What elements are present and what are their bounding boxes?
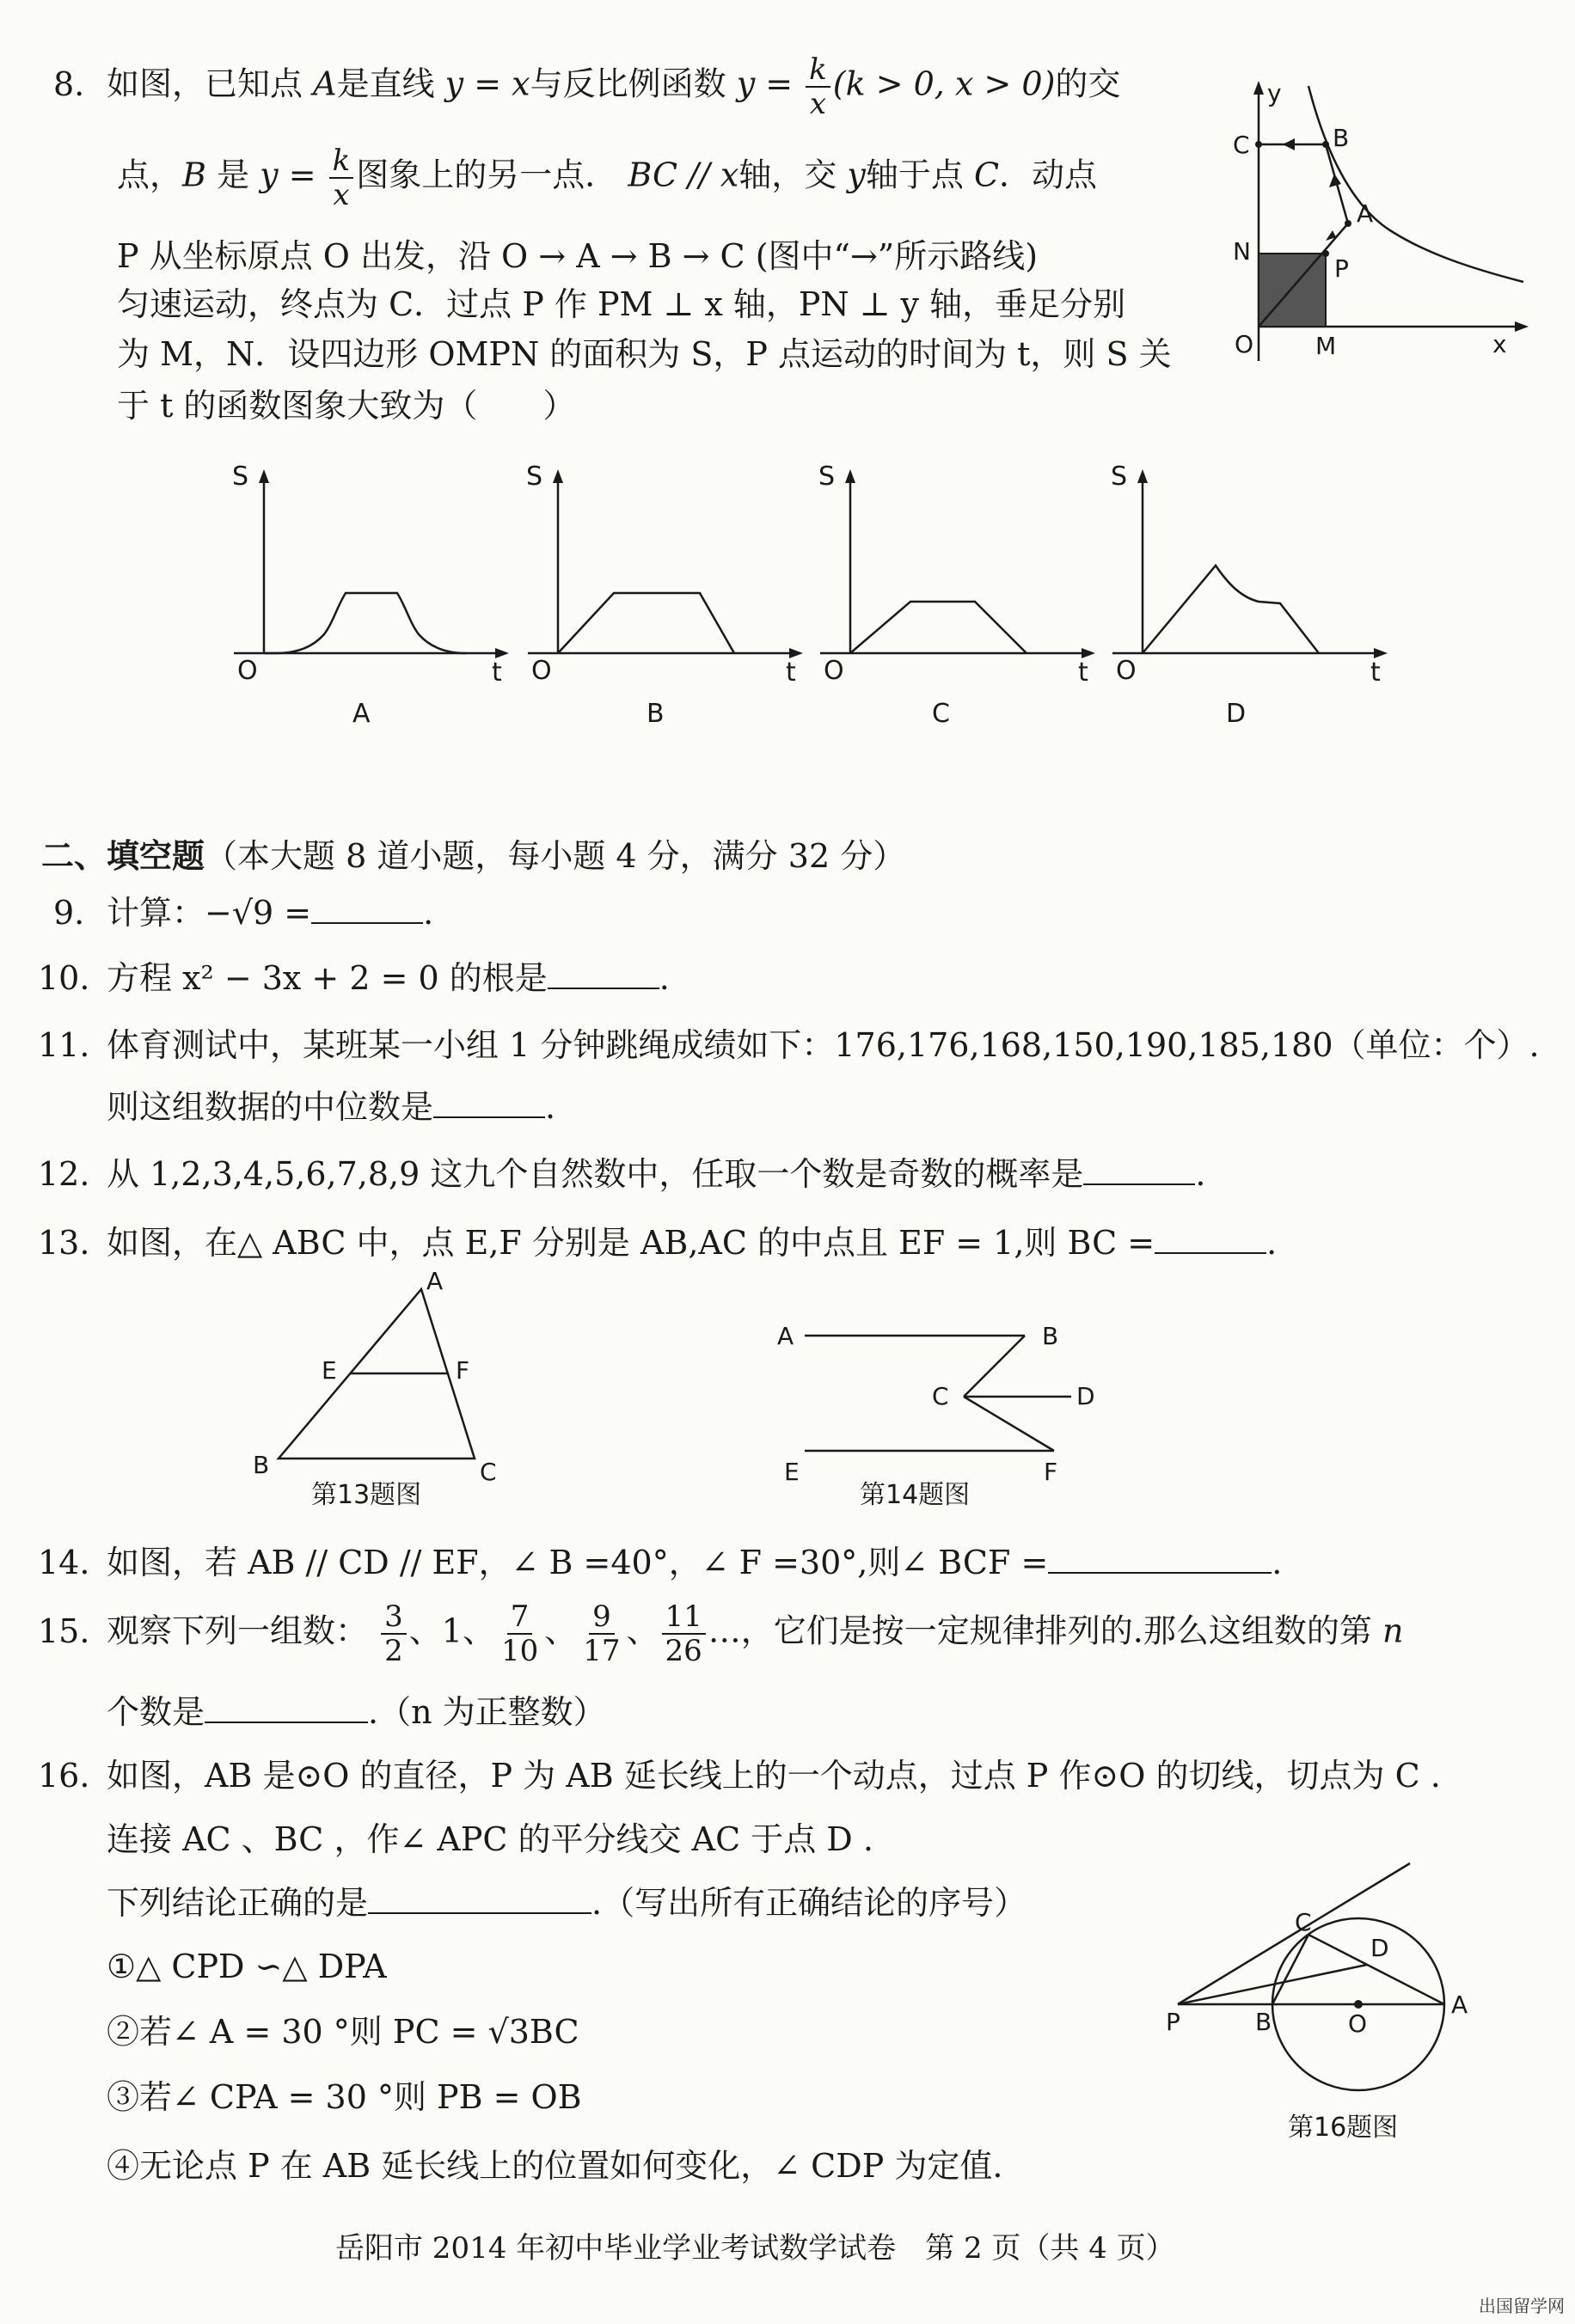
fraction-11-26: $\frac{11}{26}$ [662,1600,706,1667]
q14: 14. 如图，若 AB // CD // EF，∠ B =40°，∠ F =30°,则∠ BCF = . [38,1540,1282,1585]
label-B: B [1333,124,1350,152]
q16-line3: 下列结论正确的是 .（写出所有正确结论的序号） [107,1881,1027,1925]
question-number: 10. [38,959,90,997]
graph-polyline [850,602,1027,653]
option-graph-A [225,464,518,731]
label-A: A [1357,199,1374,228]
label-O: O [1348,2009,1368,2038]
label-P: P [1334,254,1349,283]
q13: 13. 如图，在△ ABC 中，点 E,F 分别是 AB,AC 的中点且 EF = 1,则 BC = . [38,1220,1277,1265]
q8-line4: 匀速运动，终点为 C．过点 P 作 PM ⊥ x 轴，PN ⊥ y 轴，垂足分别 [117,285,1126,323]
label-S: S [1111,462,1128,492]
figure-13-caption: 第13题图 [311,1480,422,1510]
label-t: t [786,657,796,688]
label-x: x [1492,330,1507,358]
answer-blank[interactable] [548,957,659,989]
label-t: t [492,657,502,688]
center-O [1354,2000,1363,2009]
figure-16-caption: 第16题图 [1288,2113,1399,2143]
answer-blank[interactable] [205,1691,368,1723]
x-axis-arrow [1515,321,1529,332]
answer-blank[interactable] [1155,1221,1266,1254]
fraction-9-17: $\frac{9}{17}$ [583,1599,621,1668]
label-t: t [1078,657,1088,688]
graph-polyline [558,593,734,653]
label-S: S [526,462,543,492]
q15-line1: 15. 观察下列一组数： $\frac{3}{2}$ 、1、 $\frac{7}{10}$ 、 $\frac{9}{17}$ 、 $\frac{11}{26}$ …，它们是按一定规律排列的.那么这组数的第 n [38,1599,1404,1668]
q11-line2: 则这组数据的中位数是 . [107,1085,555,1129]
answer-blank[interactable] [1083,1153,1195,1185]
label-B: B [1042,1322,1059,1350]
label-O: O [1235,330,1254,358]
label-S: S [232,462,249,492]
y-axis-arrow [1253,81,1264,95]
arrow-s [1137,469,1148,483]
q8-line3: P 从坐标原点 O 出发，沿 O → A → B → C (图中“→”所示路线) [117,237,1039,275]
q16-option-2: ②若∠ A = 30 °则 PC = √3BC [107,2013,579,2051]
q12: 12. 从 1,2,3,4,5,6,7,8,9 这九个自然数中，任取一个数是奇数的概率是 . [38,1152,1205,1196]
q8-figure [1221,77,1539,370]
label-y: y [1267,79,1282,107]
answer-blank[interactable] [1048,1541,1272,1574]
figure-16 [1166,1846,1510,2130]
label-E: E [322,1356,337,1385]
section-desc: （本大题 8 道小题，每小题 4 分，满分 32 分） [205,837,906,875]
q16-line2: 连接 AC 、BC ，作∠ APC 的平分线交 AC 于点 D . [107,1820,873,1858]
label-S: S [818,462,836,492]
answer-blank[interactable] [311,891,423,924]
question-number: 15. [38,1612,90,1650]
question-number: 16. [38,1757,90,1795]
label-A: A [426,1267,444,1295]
watermark-logo: 出国留学网 [1479,2296,1565,2316]
q16-option-1: ①△ CPD ∽△ DPA [107,1948,387,1985]
q15-line2: 个数是 .（n 为正整数） [107,1690,606,1734]
label-P: P [1166,2008,1180,2036]
label-C: C [480,1458,497,1486]
figure-14-caption: 第14题图 [860,1480,971,1510]
q8-line6: 于 t 的函数图象大致为（ ） [117,387,576,425]
arrow-s [553,469,563,483]
graph-curve [1143,566,1319,653]
fraction-3-2: $\frac{3}{2}$ [381,1600,407,1667]
q16-option-4: ④无论点 P 在 AB 延长线上的位置如何变化，∠ CDP 为定值. [107,2147,1003,2185]
section-title: 二、填空题 [41,836,205,875]
fraction-7-10: $\frac{7}{10}$ [500,1599,539,1668]
arrow-s [845,469,855,483]
point-A [1345,220,1351,227]
graph-curve [264,593,466,653]
label-C: C [1295,1908,1312,1936]
label-B: B [253,1451,270,1479]
point-B [1322,141,1329,148]
option-graph-B [519,464,812,731]
label-C: C [1233,131,1250,159]
q16-line1: 16. 如图，AB 是⊙O 的直径，P 为 AB 延长线上的一个动点，过点 P 作⊙O 的切线，切点为 C . [38,1753,1441,1798]
option-letter: B [647,699,665,729]
label-O: O [1116,656,1137,686]
line-BC [964,1336,1025,1397]
question-number: 12. [38,1155,90,1193]
label-A: A [777,1322,794,1350]
option-letter: C [932,699,950,729]
label-D: D [1370,1934,1389,1962]
question-number: 9. [53,894,85,932]
question-number: 13. [38,1224,90,1262]
label-C: C [932,1382,949,1410]
arrow-on-AB [1329,174,1341,187]
q8-line2: 点，B 是 y = $\frac{k}{x}$ 图象上的另一点． BC // x轴，交 y轴于点 C．动点 [117,144,1098,212]
option-letter: A [352,699,371,729]
arrow-on-BC [1283,138,1295,150]
q9: 9. 计算：−√9 = . [53,890,433,935]
q11-line1: 11. 体育测试中，某班某一小组 1 分钟跳绳成绩如下：176,176,168,150,190,185,180（单位：个）. [38,1023,1540,1067]
q16-option-3: ③若∠ CPA = 30 °则 PB = OB [107,2078,582,2116]
label-O: O [824,656,844,686]
label-F: F [456,1356,470,1385]
q10: 10. 方程 x² − 3x + 2 = 0 的根是 . [38,956,670,1000]
label-t: t [1370,657,1381,688]
label-B: B [1255,2008,1272,2036]
q8-line5: 为 M，N．设四边形 OMPN 的面积为 S，P 点运动的时间为 t，则 S 关 [117,335,1172,373]
label-A: A [1451,1991,1468,2019]
point-C [1255,141,1262,148]
label-D: D [1076,1382,1095,1410]
answer-blank[interactable] [368,1881,591,1914]
question-number: 8. [53,64,85,103]
line-CF [964,1397,1054,1451]
fraction-k-over-x-2: $\frac{k}{x}$ [329,144,354,211]
answer-blank[interactable] [433,1086,545,1118]
question-number: 11. [38,1026,90,1064]
fraction-k-over-x: $\frac{k}{x}$ [806,53,830,120]
label-O: O [237,656,258,686]
page-footer: 岳阳市 2014 年初中毕业学业考试数学试卷 第 2 页（共 4 页） [335,2231,1175,2266]
arrow-s [259,469,269,483]
option-letter: D [1226,699,1247,729]
q8-line1: 8. 如图，已知点 A是直线 y = x与反比例函数 y = $\frac{k}{x}$ (k > 0, x > 0)的交 [53,52,1121,121]
label-E: E [784,1458,800,1486]
label-F: F [1044,1458,1058,1486]
point-P [1322,250,1329,257]
question-number: 14. [38,1544,90,1581]
label-M: M [1315,332,1337,360]
option-graph-D [1104,464,1396,731]
label-O: O [531,656,552,686]
section-header [41,834,905,878]
label-N: N [1233,237,1251,266]
option-graph-C [812,464,1104,731]
line-CB [1272,1935,1308,2004]
